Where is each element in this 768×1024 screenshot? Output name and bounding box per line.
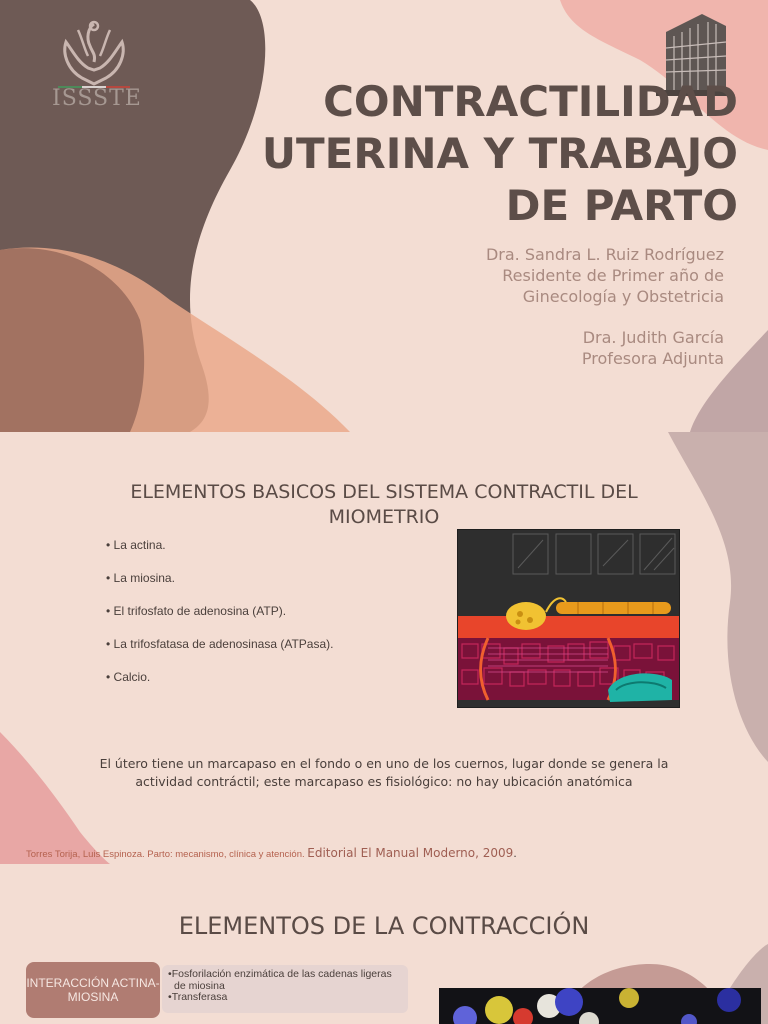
contractile-elements-slide: [0, 432, 768, 864]
list-item: • Calcio.: [106, 669, 333, 702]
reference-authors: Torres Torija, Luis Espinoza. Parto: mecanismo, clínica y atención.: [26, 849, 305, 860]
slide-heading: ELEMENTOS BASICOS DEL SISTEMA CONTRACTIL DEL MIOMETRIO: [130, 481, 638, 528]
contraction-items-box: [162, 965, 408, 1013]
title-slide: [0, 0, 768, 432]
issste-logo-text: ISSSTE: [52, 86, 142, 111]
contraction-elements-slide: [0, 864, 768, 1024]
list-item: • Fosforilación enzimática de las cadenas ligeras de miosina: [168, 969, 402, 992]
pacemaker-paragraph: El útero tiene un marcapaso en el fondo o en uno de los cuernos, lugar donde se genera la actividad contráctil; este marcapaso es fisiológico: no hay ubicación anatómica: [99, 756, 669, 789]
authors-block: [324, 244, 724, 369]
bibliographic-reference: [26, 846, 517, 860]
list-item: • La trifosfatasa de adenosinasa (ATPasa).: [106, 636, 333, 669]
title-line: CONTRACTILIDAD: [323, 77, 738, 126]
reference-end: .: [513, 846, 517, 860]
author-name: Dra. Sandra L. Ruiz Rodríguez: [485, 245, 724, 264]
title-line: UTERINA Y TRABAJO: [261, 129, 738, 178]
actin-myosin-label: INTERACCIÓN ACTINA-MIOSINA: [26, 962, 160, 1018]
slide-heading: ELEMENTOS DE LA CONTRACCIÓN: [178, 912, 590, 940]
elements-list: [106, 537, 333, 702]
author-specialty: Ginecología y Obstetricia: [522, 287, 724, 306]
list-item: • La actina.: [106, 537, 333, 570]
list-item: • La miosina.: [106, 570, 333, 603]
advisor-role: Profesora Adjunta: [581, 349, 724, 368]
muscle-contraction-diagram: [457, 529, 680, 708]
list-item: • Transferasa: [168, 992, 402, 1004]
molecular-illustration: [439, 988, 761, 1024]
list-item: • El trifosfato de adenosina (ATP).: [106, 603, 333, 636]
advisor-name: Dra. Judith García: [582, 328, 724, 347]
author-role: Residente de Primer año de: [502, 266, 724, 285]
reference-publisher: Editorial El Manual Moderno, 2009: [307, 846, 514, 860]
presentation-title: [198, 76, 738, 232]
title-line: DE PARTO: [505, 181, 738, 230]
